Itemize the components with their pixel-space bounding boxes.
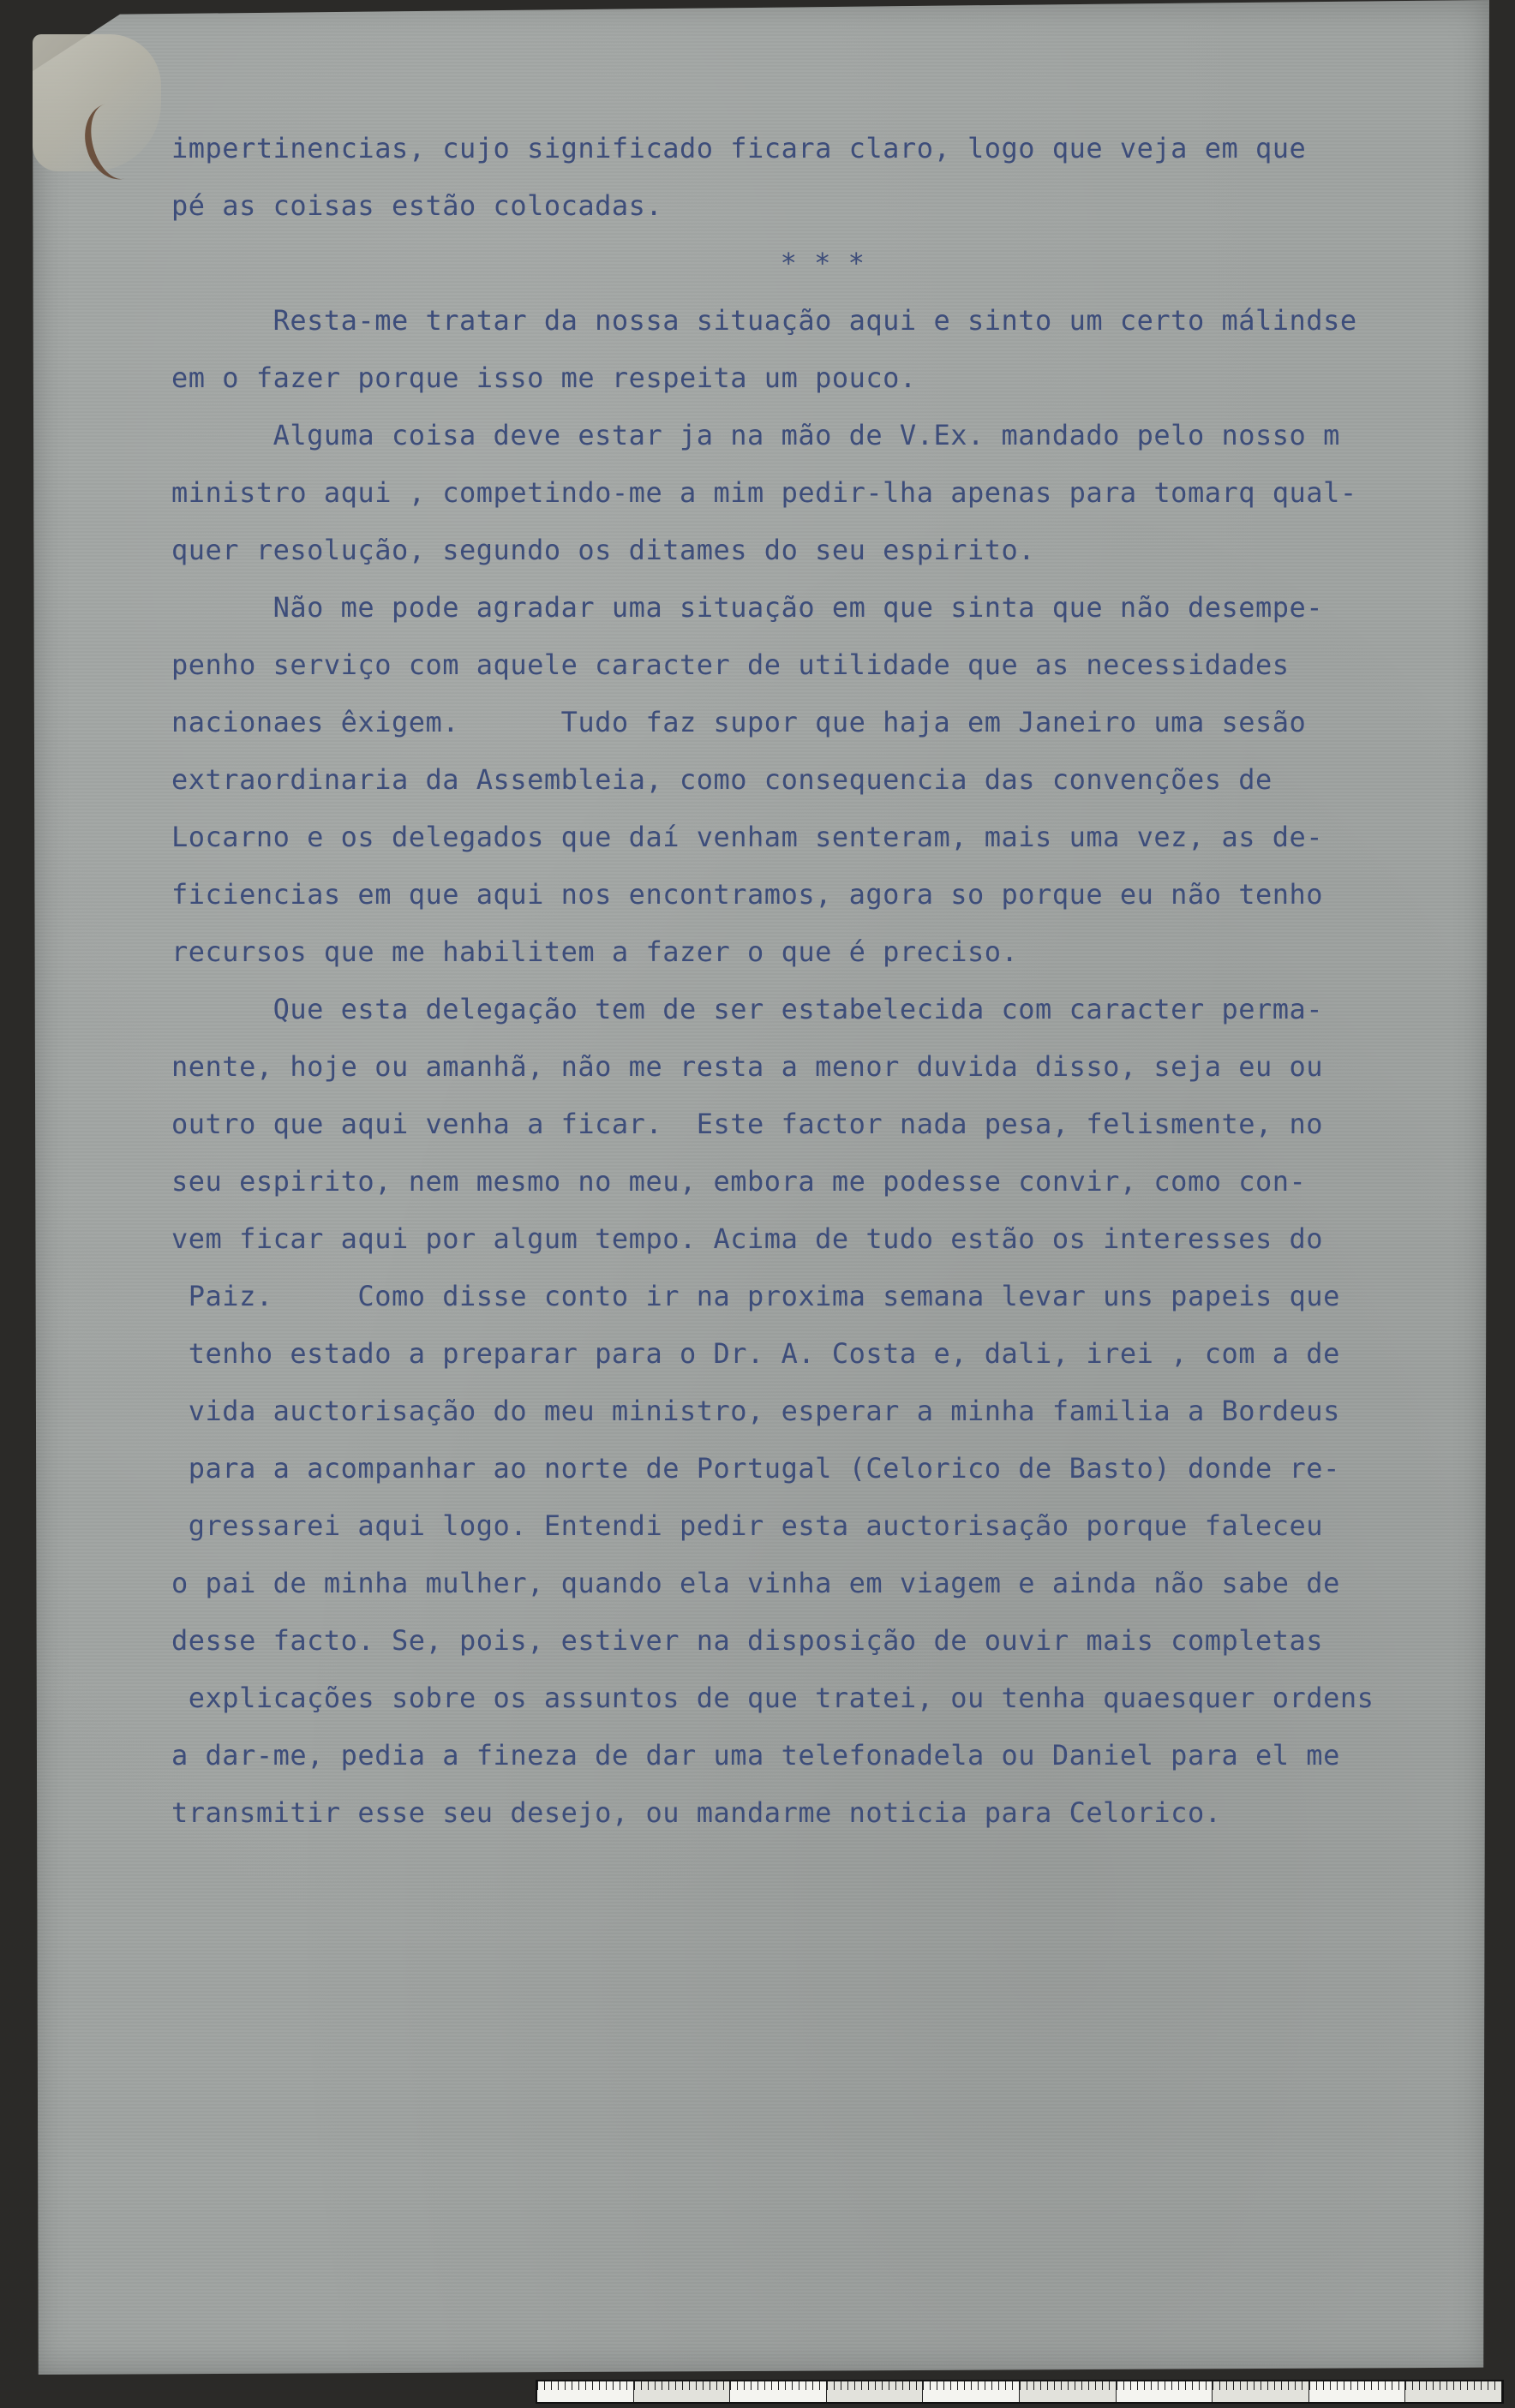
text-line: penho serviço com aquele caracter de utilidade que as necessidades bbox=[171, 648, 1290, 681]
text-line: Que esta delegação tem de ser estabelecida com caracter perma- bbox=[171, 993, 1324, 1025]
text-line: o pai de minha mulher, quando ela vinha em viagem e ainda não sabe de bbox=[171, 1567, 1340, 1599]
ruler-segment bbox=[1213, 2381, 1309, 2402]
text-line: nente, hoje ou amanhã, não me resta a menor duvida disso, seja eu ou bbox=[171, 1050, 1324, 1083]
text-line: Não me pode agradar uma situação em que sinta que não desempe- bbox=[171, 591, 1324, 624]
text-line: seu espirito, nem mesmo no meu, embora me podesse convir, como con- bbox=[171, 1165, 1307, 1198]
text-line: impertinencias, cujo significado ficara claro, logo que veja em que bbox=[171, 132, 1307, 164]
ruler-segment bbox=[923, 2381, 1020, 2402]
text-line: para a acompanhar ao norte de Portugal (Celorico de Basto) donde re- bbox=[171, 1452, 1340, 1485]
ruler-segment bbox=[634, 2381, 731, 2402]
text-line: Paiz. Como disse conto ir na proxima semana levar uns papeis que bbox=[171, 1280, 1340, 1312]
text-line: em o fazer porque isso me respeita um pouco. bbox=[171, 361, 917, 394]
text-line: ministro aqui , competindo-me a mim pedir-lha apenas para tomarq qual- bbox=[171, 476, 1357, 509]
text-line: Locarno e os delegados que daí venham senteram, mais uma vez, as de- bbox=[171, 821, 1324, 853]
text-line: nacionaes êxigem. Tudo faz supor que haja em Janeiro uma sesão bbox=[171, 706, 1307, 738]
text-line: vida auctorisação do meu ministro, esperar a minha familia a Bordeus bbox=[171, 1395, 1340, 1427]
text-line: tenho estado a preparar para o Dr. A. Costa e, dali, irei , com a de bbox=[171, 1337, 1340, 1370]
text-line: a dar-me, pedia a fineza de dar uma telefonadela ou Daniel para el me bbox=[171, 1739, 1340, 1772]
text-line: Alguma coisa deve estar ja na mão de V.Ex. mandado pelo nosso m bbox=[171, 419, 1340, 451]
ruler-segment bbox=[1405, 2381, 1502, 2402]
text-line: ficiencias em que aqui nos encontramos, agora so porque eu não tenho bbox=[171, 878, 1324, 911]
section-separator: * * * bbox=[780, 247, 865, 279]
text-line: pé as coisas estão colocadas. bbox=[171, 189, 663, 222]
text-line: outro que aqui venha a ficar. Este factor nada pesa, felismente, no bbox=[171, 1108, 1324, 1140]
text-line: quer resolução, segundo os ditames do seu espirito. bbox=[171, 534, 1036, 566]
ruler-segment bbox=[1020, 2381, 1117, 2402]
ruler-segment bbox=[730, 2381, 827, 2402]
text-line: extraordinaria da Assembleia, como consequencia das convenções de bbox=[171, 763, 1272, 796]
ruler-segment bbox=[1309, 2381, 1406, 2402]
text-line: gressarei aqui logo. Entendi pedir esta auctorisação porque faleceu bbox=[171, 1509, 1324, 1542]
scale-ruler bbox=[536, 2380, 1504, 2404]
text-line: recursos que me habilitem a fazer o que é preciso. bbox=[171, 935, 1019, 968]
ruler-segment bbox=[537, 2381, 634, 2402]
ruler-segment bbox=[1117, 2381, 1213, 2402]
text-line: explicações sobre os assuntos de que tratei, ou tenha quaesquer ordens bbox=[171, 1682, 1374, 1714]
text-line: transmitir esse seu desejo, ou mandarme noticia para Celorico. bbox=[171, 1796, 1222, 1829]
text-line: Resta-me tratar da nossa situação aqui e sinto um certo málindse bbox=[171, 304, 1357, 337]
text-line: desse facto. Se, pois, estiver na disposição de ouvir mais completas bbox=[171, 1624, 1324, 1657]
text-line: vem ficar aqui por algum tempo. Acima de tudo estão os interesses do bbox=[171, 1222, 1324, 1255]
ruler-segment bbox=[827, 2381, 924, 2402]
typed-letter-body bbox=[171, 120, 1405, 1842]
